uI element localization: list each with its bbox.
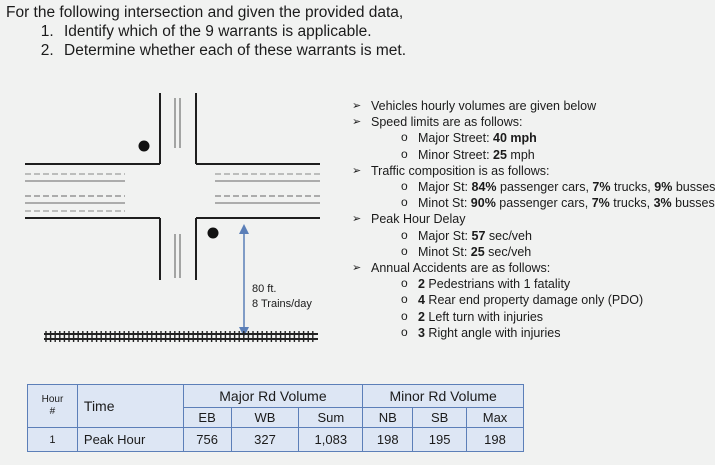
major-volume-header: Major Rd Volume (183, 385, 363, 408)
bullet-delay: ➢ Peak Hour Delay o Major St: 57 sec/veh o Minot St: 25 sec/veh (350, 211, 700, 260)
stop-sign-south (208, 228, 219, 239)
trains-label: 8 Trains/day (252, 298, 312, 310)
traffic-major: o Major St: 84% passenger cars, 7% trucks, 9% busses (401, 179, 700, 195)
row-eb: 756 (183, 428, 231, 452)
bullet-traffic: ➢ Traffic composition is as follows: o Major St: 84% passenger cars, 7% trucks, 9% busses o Minot St: 90% passenger cars, 7% trucks, 3% busses (350, 163, 700, 212)
problem-heading (6, 3, 566, 60)
hour-header: Hour # (28, 385, 78, 428)
row-sum: 1,083 (299, 428, 363, 452)
sub-header-wb: WB (231, 408, 299, 428)
row-wb: 327 (231, 428, 299, 452)
minor-volume-header: Minor Rd Volume (363, 385, 524, 408)
distance-label: 80 ft. (252, 283, 277, 295)
bullet-speed: ➢ Speed limits are as follows: o Major Street: 40 mph o Minor Street: 25 mph (350, 114, 700, 163)
sub-header-sum: Sum (299, 408, 363, 428)
accident-item: o 2 Pedestrians with 1 fatality (401, 276, 700, 292)
delay-minor: o Minot St: 25 sec/veh (401, 244, 700, 260)
accident-item: o 3 Right angle with injuries (401, 325, 700, 341)
sub-header-max: Max (467, 408, 524, 428)
task-item-2: 2. Determine whether each of these warrants is met. (58, 41, 566, 60)
table-row (28, 428, 524, 452)
time-header: Time (77, 385, 183, 428)
row-hour: 1 (28, 428, 78, 452)
heading-intro: For the following intersection and given the provided data, (6, 4, 404, 21)
bullet-volumes: ➢ Vehicles hourly volumes are given below (350, 98, 700, 114)
task-item-1: 1. Identify which of the 9 warrants is applicable. (58, 22, 566, 41)
traffic-minor: o Minot St: 90% passenger cars, 7% trucks, 3% busses (401, 195, 700, 211)
railroad-ties (46, 331, 313, 342)
delay-major: o Major St: 57 sec/veh (401, 228, 700, 244)
row-sb: 195 (413, 428, 467, 452)
speed-minor: o Minor Street: 25 mph (401, 147, 700, 163)
task-list (6, 22, 566, 60)
row-time: Peak Hour (77, 428, 183, 452)
bullet-accidents: ➢ Annual Accidents are as follows: o 2 Pedestrians with 1 fatality o 4 Rear end property damage only (PDO) o 2 Left turn with injuries o 3 Right angle with injuries (350, 260, 700, 341)
speed-major: o Major Street: 40 mph (401, 130, 700, 146)
volume-table (27, 384, 524, 452)
sub-header-nb: NB (363, 408, 413, 428)
stop-sign-north (139, 141, 150, 152)
sub-header-sb: SB (413, 408, 467, 428)
row-max: 198 (467, 428, 524, 452)
row-nb: 198 (363, 428, 413, 452)
accident-item: o 2 Left turn with injuries (401, 309, 700, 325)
sub-header-eb: EB (183, 408, 231, 428)
accident-item: o 4 Rear end property damage only (PDO) (401, 292, 700, 308)
given-data-list (350, 98, 715, 341)
